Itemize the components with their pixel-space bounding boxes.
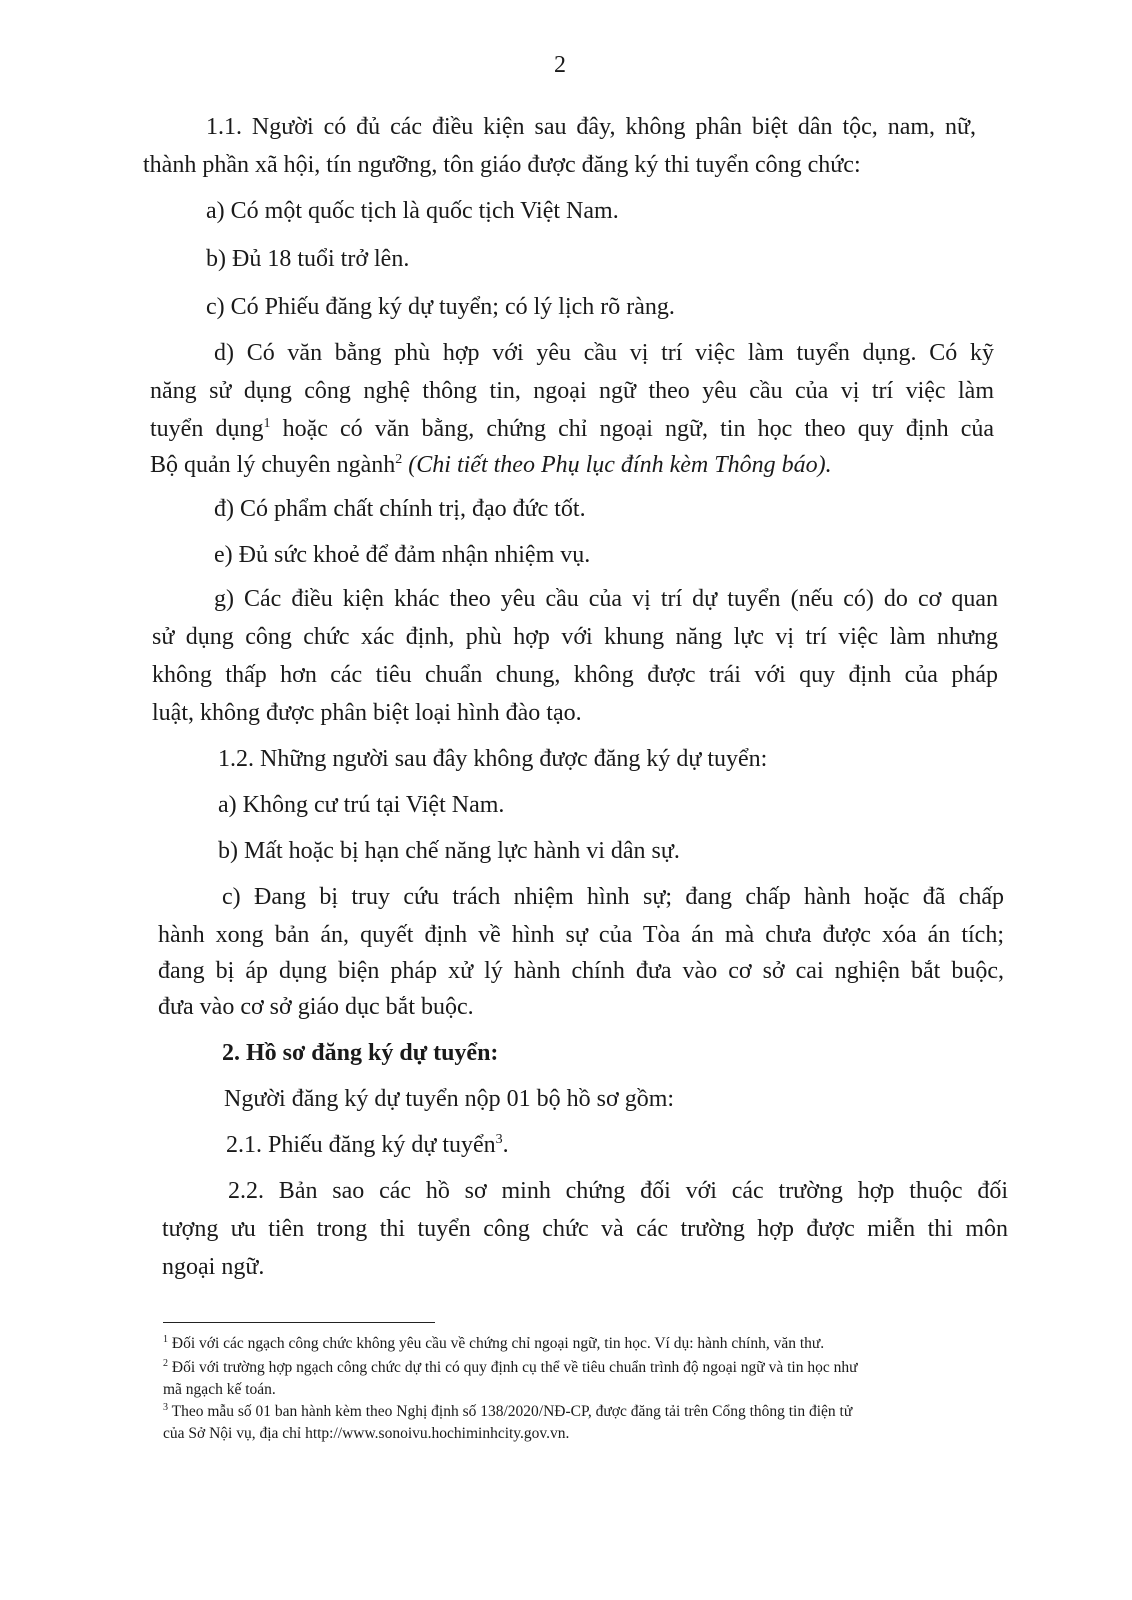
item-2-1-end: . xyxy=(502,1132,509,1158)
footnote-2-text: Đối với trường hợp ngạch công chức dự thi có quy định cụ thể về tiêu chuẩn trình độ ngoại ngữ và tin học như xyxy=(168,1359,858,1376)
condition-d-line-2: năng sử dụng công nghệ thông tin, ngoại ngữ theo yêu cầu của vị trí việc làm xyxy=(150,378,994,404)
condition-d-line-1: d) Có văn bằng phù hợp với yêu cầu vị trí việc làm tuyển dụng. Có kỹ xyxy=(214,340,994,366)
condition-g-line-3: không thấp hơn các tiêu chuẩn chung, không được trái với quy định của pháp xyxy=(152,662,998,688)
footnote-3-line-1 xyxy=(163,1402,852,1422)
footnote-1-number: 1 xyxy=(163,1334,168,1345)
condition-d-line-4 xyxy=(150,450,832,480)
condition-e: e) Đủ sức khoẻ để đảm nhận nhiệm vụ. xyxy=(214,542,591,568)
section-2-heading: 2. Hồ sơ đăng ký dự tuyển: xyxy=(222,1040,499,1066)
footnote-1-text: Đối với các ngạch công chức không yêu cầu về chứng chỉ ngoại ngữ, tin học. Ví dụ: hành chính, văn thư. xyxy=(168,1335,825,1352)
item-2-2-line-3: ngoại ngữ. xyxy=(162,1254,265,1280)
footnote-ref-3: 3 xyxy=(495,1132,503,1147)
exclusion-c-line-3: đang bị áp dụng biện pháp xử lý hành chính đưa vào cơ sở cai nghiện bắt buộc, xyxy=(158,958,1004,984)
footnote-3-text: Theo mẫu số 01 ban hành kèm theo Nghị định số 138/2020/NĐ-CP, được đăng tải trên Cổng thông tin điện tử xyxy=(168,1403,853,1420)
condition-g-line-1: g) Các điều kiện khác theo yêu cầu của vị trí dự tuyển (nếu có) do cơ quan xyxy=(214,586,998,612)
condition-d-line-3 xyxy=(150,414,994,444)
footnote-3-line-2: của Sở Nội vụ, địa chỉ http://www.sonoivu.hochiminhcity.gov.vn. xyxy=(163,1425,570,1442)
footnote-separator xyxy=(163,1322,435,1323)
footnote-2-line-1 xyxy=(163,1358,857,1378)
condition-b: b) Đủ 18 tuổi trở lên. xyxy=(206,246,410,272)
footnote-ref-2: 2 xyxy=(395,452,403,467)
section-1-1-line-1: 1.1. Người có đủ các điều kiện sau đây, không phân biệt dân tộc, nam, nữ, xyxy=(206,114,976,140)
condition-dd: đ) Có phẩm chất chính trị, đạo đức tốt. xyxy=(214,496,586,522)
condition-d-line-3-rest: hoặc có văn bằng, chứng chỉ ngoại ngữ, tin học theo quy định của xyxy=(270,416,994,442)
exclusion-c-line-2: hành xong bản án, quyết định về hình sự của Tòa án mà chưa được xóa án tích; xyxy=(158,922,1004,948)
item-2-1 xyxy=(226,1130,509,1160)
condition-c: c) Có Phiếu đăng ký dự tuyển; có lý lịch rõ ràng. xyxy=(206,294,675,320)
item-2-2-line-2: tượng ưu tiên trong thi tuyển công chức và các trường hợp được miễn thi môn xyxy=(162,1216,1008,1242)
footnote-2-line-2: mã ngạch kế toán. xyxy=(163,1381,276,1398)
exclusion-b: b) Mất hoặc bị hạn chế năng lực hành vi dân sự. xyxy=(218,838,680,864)
condition-g-line-4: luật, không được phân biệt loại hình đào tạo. xyxy=(152,700,582,726)
item-2-2-line-1: 2.2. Bản sao các hồ sơ minh chứng đối với các trường hợp thuộc đối xyxy=(228,1178,1008,1204)
condition-g-line-2: sử dụng công chức xác định, phù hợp với khung năng lực vị trí việc làm nhưng xyxy=(152,624,998,650)
exclusion-c-line-4: đưa vào cơ sở giáo dục bắt buộc. xyxy=(158,994,474,1020)
footnote-2-number: 2 xyxy=(163,1358,168,1369)
footnote-3-number: 3 xyxy=(163,1402,168,1413)
section-1-1-line-2: thành phần xã hội, tín ngưỡng, tôn giáo được đăng ký thi tuyển công chức: xyxy=(143,152,861,178)
section-1-2-heading: 1.2. Những người sau đây không được đăng ký dự tuyển: xyxy=(218,746,768,772)
condition-d-line-4-text: Bộ quản lý chuyên ngành xyxy=(150,452,396,478)
page-number: 2 xyxy=(554,52,566,78)
condition-a: a) Có một quốc tịch là quốc tịch Việt Nam. xyxy=(206,198,619,224)
condition-d-line-3-text: tuyển dụng xyxy=(150,416,264,442)
exclusion-a: a) Không cư trú tại Việt Nam. xyxy=(218,792,505,818)
appendix-note: (Chi tiết theo Phụ lục đính kèm Thông báo). xyxy=(402,452,832,478)
item-2-1-text: 2.1. Phiếu đăng ký dự tuyển xyxy=(226,1132,496,1158)
footnote-ref-1: 1 xyxy=(263,416,271,431)
footnote-1 xyxy=(163,1334,824,1354)
section-2-intro: Người đăng ký dự tuyển nộp 01 bộ hồ sơ gồm: xyxy=(224,1086,675,1112)
exclusion-c-line-1: c) Đang bị truy cứu trách nhiệm hình sự; đang chấp hành hoặc đã chấp xyxy=(222,884,1004,910)
